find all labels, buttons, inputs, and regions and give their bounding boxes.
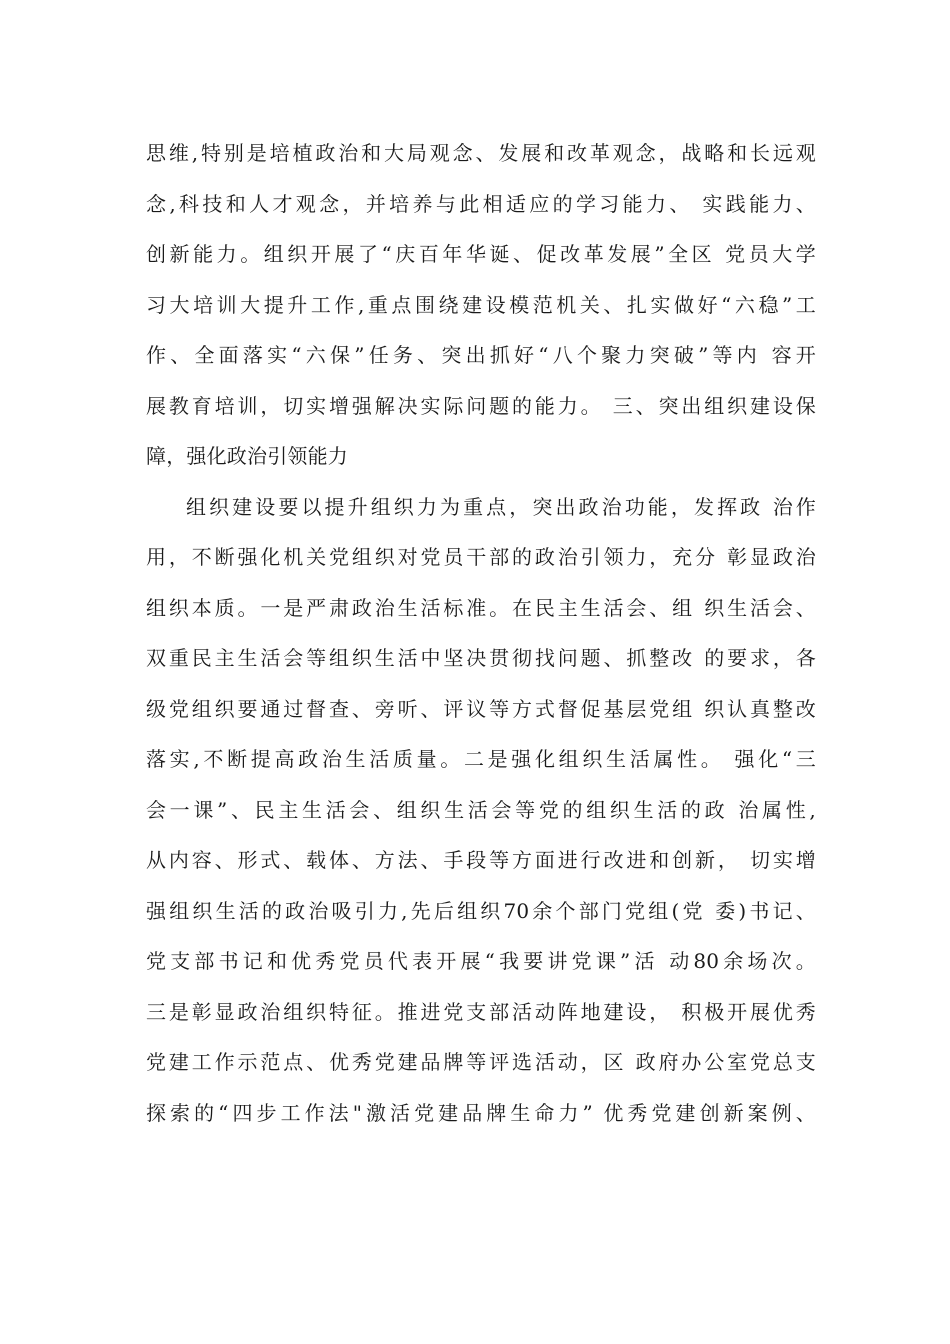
text-line: 障，强化政治引领能力 bbox=[146, 444, 348, 468]
text-line: 落实,不断提高政治生活质量。二是强化组织生活属性。 强化“三 bbox=[146, 747, 816, 771]
text-line: 作、全面落实“六保”任务、突出抓好“八个聚力突破”等内 容开 bbox=[146, 343, 816, 367]
text-line: 习大培训大提升工作,重点围绕建设模范机关、扎实做好“六稳”工 bbox=[146, 292, 816, 317]
text-line: 创新能力。组织开展了“庆百年华诞、促改革发展”全区 党员大学 bbox=[146, 242, 816, 266]
text-line: 级党组织要通过督查、旁听、评议等方式督促基层党组 织认真整改 bbox=[146, 696, 816, 721]
text-line: 从内容、形式、载体、方法、手段等方面进行改进和创新， 切实增 bbox=[146, 848, 816, 872]
text-line: 探索的“四步工作法"激活党建品牌生命力” 优秀党建创新案例、 bbox=[146, 1100, 816, 1125]
text-line: 念,科技和人才观念，并培养与此相适应的学习能力、 实践能力、 bbox=[146, 191, 816, 216]
text-line: 会一课”、民主生活会、组织生活会等党的组织生活的政 治属性, bbox=[146, 797, 816, 822]
text-line: 党建工作示范点、优秀党建品牌等评选活动，区 政府办公室党总支 bbox=[146, 1050, 816, 1074]
text-line: 党支部书记和优秀党员代表开展“我要讲党课”活 动80余场次。 bbox=[146, 949, 816, 973]
text-line: 三是彰显政治组织特征。推进党支部活动阵地建设， 积极开展优秀 bbox=[146, 999, 816, 1024]
text-line: 强组织生活的政治吸引力,先后组织70余个部门党组(党 委)书记、 bbox=[146, 898, 816, 923]
text-line: 展教育培训，切实增强解决实际问题的能力。 三、突出组织建设保 bbox=[146, 393, 816, 418]
text-line: 组织本质。一是严肃政治生活标准。在民主生活会、组 织生活会、 bbox=[146, 595, 816, 620]
text-line: 用，不断强化机关党组织对党员干部的政治引领力，充分 彰显政治 bbox=[146, 545, 816, 569]
text-line: 组织建设要以提升组织力为重点，突出政治功能，发挥政 治作 bbox=[186, 494, 816, 519]
text-line: 双重民主生活会等组织生活中坚决贯彻找问题、抓整改 的要求，各 bbox=[146, 646, 816, 670]
text-line: 思维,特别是培植政治和大局观念、发展和改革观念，战略和长远观 bbox=[146, 141, 816, 165]
body-text bbox=[146, 128, 816, 1138]
